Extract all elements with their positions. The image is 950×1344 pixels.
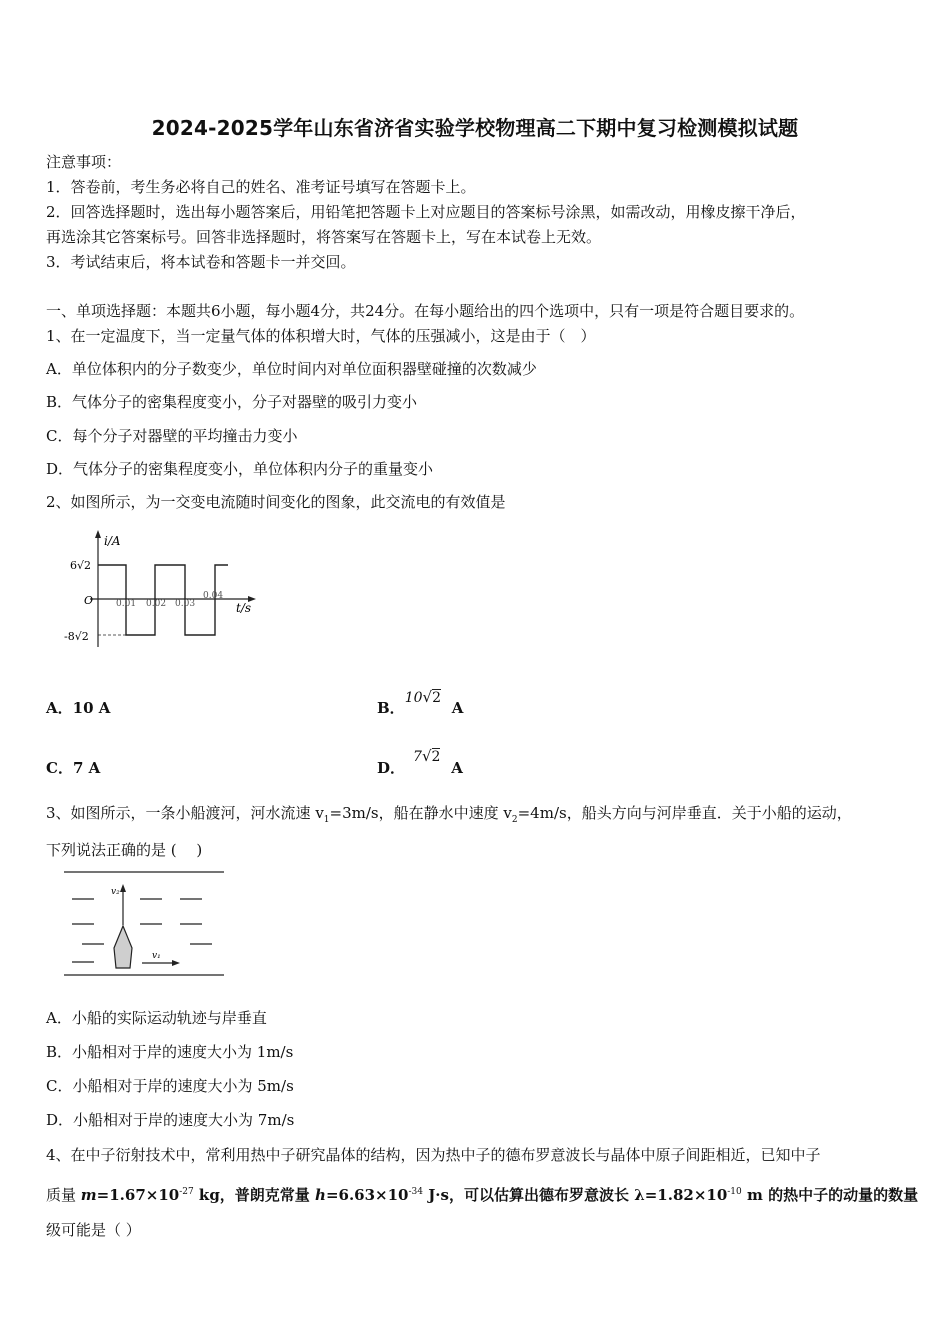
q2-option-c-label: C． — [46, 759, 73, 777]
v1-arrowhead — [172, 960, 180, 966]
v2-label: v₂ — [111, 887, 120, 897]
q4-line-3: 级可能是（ ） — [46, 1221, 141, 1239]
q4-line-2: 质量 $m=1.67\times 10^{-27}$ kg，普朗克常量 $h=6.63\times 10^{-34}$ J·s，可以估算出德布罗意波长 $\lambda=1.82\times 10^{-10}$ m 的热中子的动量的数量 — [46, 1186, 919, 1204]
tick-0.04: 0.04 — [203, 591, 224, 601]
x-axis-label: t/s — [236, 601, 252, 615]
q1-stem: 1、在一定温度下，当一定量气体的体积增大时，气体的压强减小，这是由于（ ） — [46, 327, 596, 345]
q3-sub2: 2 — [511, 815, 518, 825]
notice-item-1: 1．答卷前，考生务必将自己的姓名、准考证号填写在答题卡上。 — [46, 178, 476, 196]
water-ripples — [72, 899, 212, 962]
q2-option-b-label: B． — [377, 699, 405, 717]
q2-stem: 2、如图所示，为一交变电流随时间变化的图象，此交流电的有效值是 — [46, 493, 506, 511]
q3-stem-part2: =3m/s，船在静水中速度 v — [329, 804, 512, 822]
notice-item-2: 2．回答选择题时，选出每小题答案后，用铅笔把答题卡上对应题目的答案标号涂黑，如需改动，用橡皮擦干净后， — [46, 203, 806, 221]
tick-0.02: 0.02 — [146, 599, 167, 609]
q2-option-b-rad: 2 — [432, 690, 441, 706]
tick-0.03: 0.03 — [175, 599, 196, 609]
origin-label: O — [84, 594, 94, 607]
v2-arrowhead — [120, 884, 126, 892]
q3-option-d: D．小船相对于岸的速度大小为 7m/s — [46, 1111, 295, 1129]
tick-0.01: 0.01 — [116, 599, 137, 609]
q2-option-c — [46, 757, 100, 778]
q2-option-d-unit: A — [451, 759, 463, 777]
y-top-label: 6√2 — [70, 559, 92, 572]
notice-heading: 注意事项： — [46, 153, 122, 171]
q1-option-b: B．气体分子的密集程度变小，分子对器壁的吸引力变小 — [46, 393, 418, 411]
notice-item-2-cont: 再选涂其它答案标号。回答非选择题时，将答案写在答题卡上，写在本试卷上无效。 — [46, 228, 602, 246]
ac-current-graph — [60, 526, 270, 656]
q2-option-b-coef: 10 — [404, 690, 423, 706]
y-axis-label: i/A — [104, 534, 121, 548]
q3-stem-part3: =4m/s，船头方向与河岸垂直．关于小船的运动， — [517, 804, 852, 822]
boat-river-figure — [62, 868, 228, 980]
y-axis-arrow — [95, 530, 101, 538]
q3-sub1: 1 — [323, 815, 330, 825]
q1-option-c: C．每个分子对器壁的平均撞击力变小 — [46, 427, 298, 445]
q2-option-d-label: D． — [377, 759, 406, 777]
q2-option-d — [377, 745, 463, 777]
q3-stem-part1: 3、如图所示，一条小船渡河，河水流速 v — [46, 804, 324, 822]
q3-option-c: C．小船相对于岸的速度大小为 5m/s — [46, 1077, 294, 1095]
q2-option-c-value: 7 A — [72, 759, 101, 777]
q2-option-d-coef: 7 — [413, 749, 422, 765]
v1-label: v₁ — [152, 951, 161, 961]
radical-sign: √ — [422, 688, 433, 706]
section-heading: 一、单项选择题：本题共6小题，每小题4分，共24分。在每小题给出的四个选项中，只有一项是符合题目要求的。 — [46, 302, 805, 320]
q2-option-a-value: 10 A — [72, 699, 111, 717]
q2-option-a-label: A． — [46, 699, 73, 717]
q3-option-a: A．小船的实际运动轨迹与岸垂直 — [46, 1009, 267, 1027]
q3-stem — [46, 803, 852, 830]
q2-option-b-unit: A — [451, 699, 464, 717]
q1-option-d: D．气体分子的密集程度变小，单位体积内分子的重量变小 — [46, 460, 434, 478]
notice-item-3: 3．考试结束后，将本试卷和答题卡一并交回。 — [46, 253, 356, 271]
page-title: 2024-2025学年山东省济省实验学校物理高二下期中复习检测模拟试题 — [151, 116, 799, 140]
radical-sign: √ — [421, 747, 432, 765]
q2-option-a — [46, 697, 110, 718]
y-bottom-label: -8√2 — [64, 630, 89, 643]
q3-option-b: B．小船相对于岸的速度大小为 1m/s — [46, 1043, 294, 1061]
q3-stem-2: 下列说法正确的是 ( ) — [46, 841, 203, 859]
q2-option-d-rad: 2 — [431, 749, 441, 765]
boat-icon — [114, 926, 132, 968]
q2-option-b — [377, 686, 464, 717]
q1-option-a: A．单位体积内的分子数变少，单位时间内对单位面积器壁碰撞的次数减少 — [46, 360, 537, 378]
q4-line-1: 4、在中子衍射技术中，常利用热中子研究晶体的结构，因为热中子的德布罗意波长与晶体中原子间距相近，已知中子 — [46, 1146, 821, 1164]
